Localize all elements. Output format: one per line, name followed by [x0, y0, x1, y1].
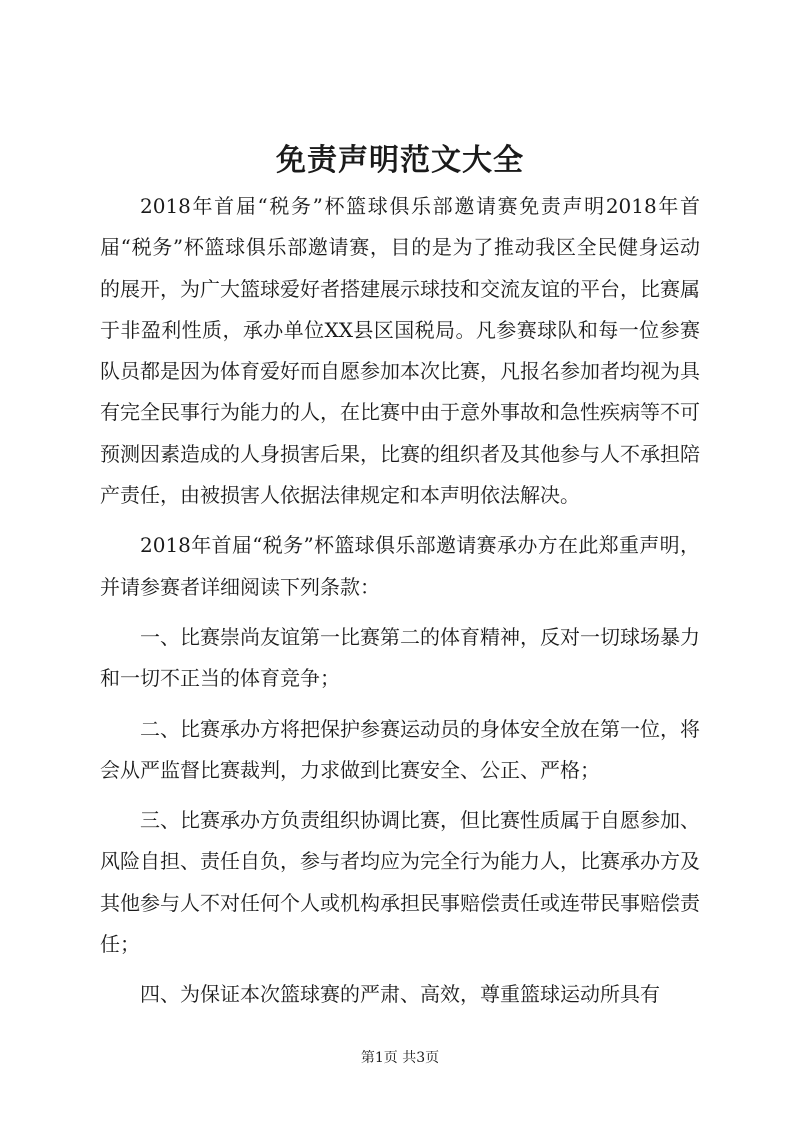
page-number-footer: 第1页 共3页: [360, 1050, 440, 1066]
paragraph-clause-1: 一、比赛崇尚友谊第一比赛第二的体育精神，反对一切球场暴力和一切不正当的体育竞争；: [100, 624, 700, 691]
paragraph-clause-3: 三、比赛承办方负责组织协调比赛，但比赛性质属于自愿参加、风险自担、责任自负，参与者均应为完全行为能力人，比赛承办方及其他参与人不对任何个人或机构承担民事赔偿责任或连带民事赔偿责任；: [100, 808, 700, 957]
paragraph-clause-2: 二、比赛承办方将把保护参赛运动员的身体安全放在第一位，将会从严监督比赛裁判，力求做到比赛安全、公正、严格；: [100, 716, 700, 782]
paragraph-declaration: 2018年首届“税务”杯篮球俱乐部邀请赛承办方在此郑重声明，并请参赛者详细阅读下列条款：: [100, 533, 700, 599]
document-body: [100, 186, 700, 1016]
document-title: 免责声明范文大全: [276, 143, 524, 178]
paragraph-disclaimer-intro: 2018年首届“税务”杯篮球俱乐部邀请赛免责声明2018年首届“税务”杯篮球俱乐部邀请赛，目的是为了推动我区全民健身运动的展开，为广大篮球爱好者搭建展示球技和交流友谊的平台，比赛属于非盈利性质，承办单位XX县区国税局。凡参赛球队和每一位参赛队员都是因为体育爱好而自愿参加本次比赛，凡报名参加者均视为具有完全民事行为能力的人，在比赛中由于意外事故和急性疾病等不可预测因素造成的人身损害后果，比赛的组织者及其他参与人不承担陪产责任，由被损害人依据法律规定和本声明依法解决。: [100, 194, 700, 508]
paragraph-clause-4: 四、为保证本次篮球赛的严肃、高效，尊重篮球运动所具有: [140, 982, 660, 1007]
